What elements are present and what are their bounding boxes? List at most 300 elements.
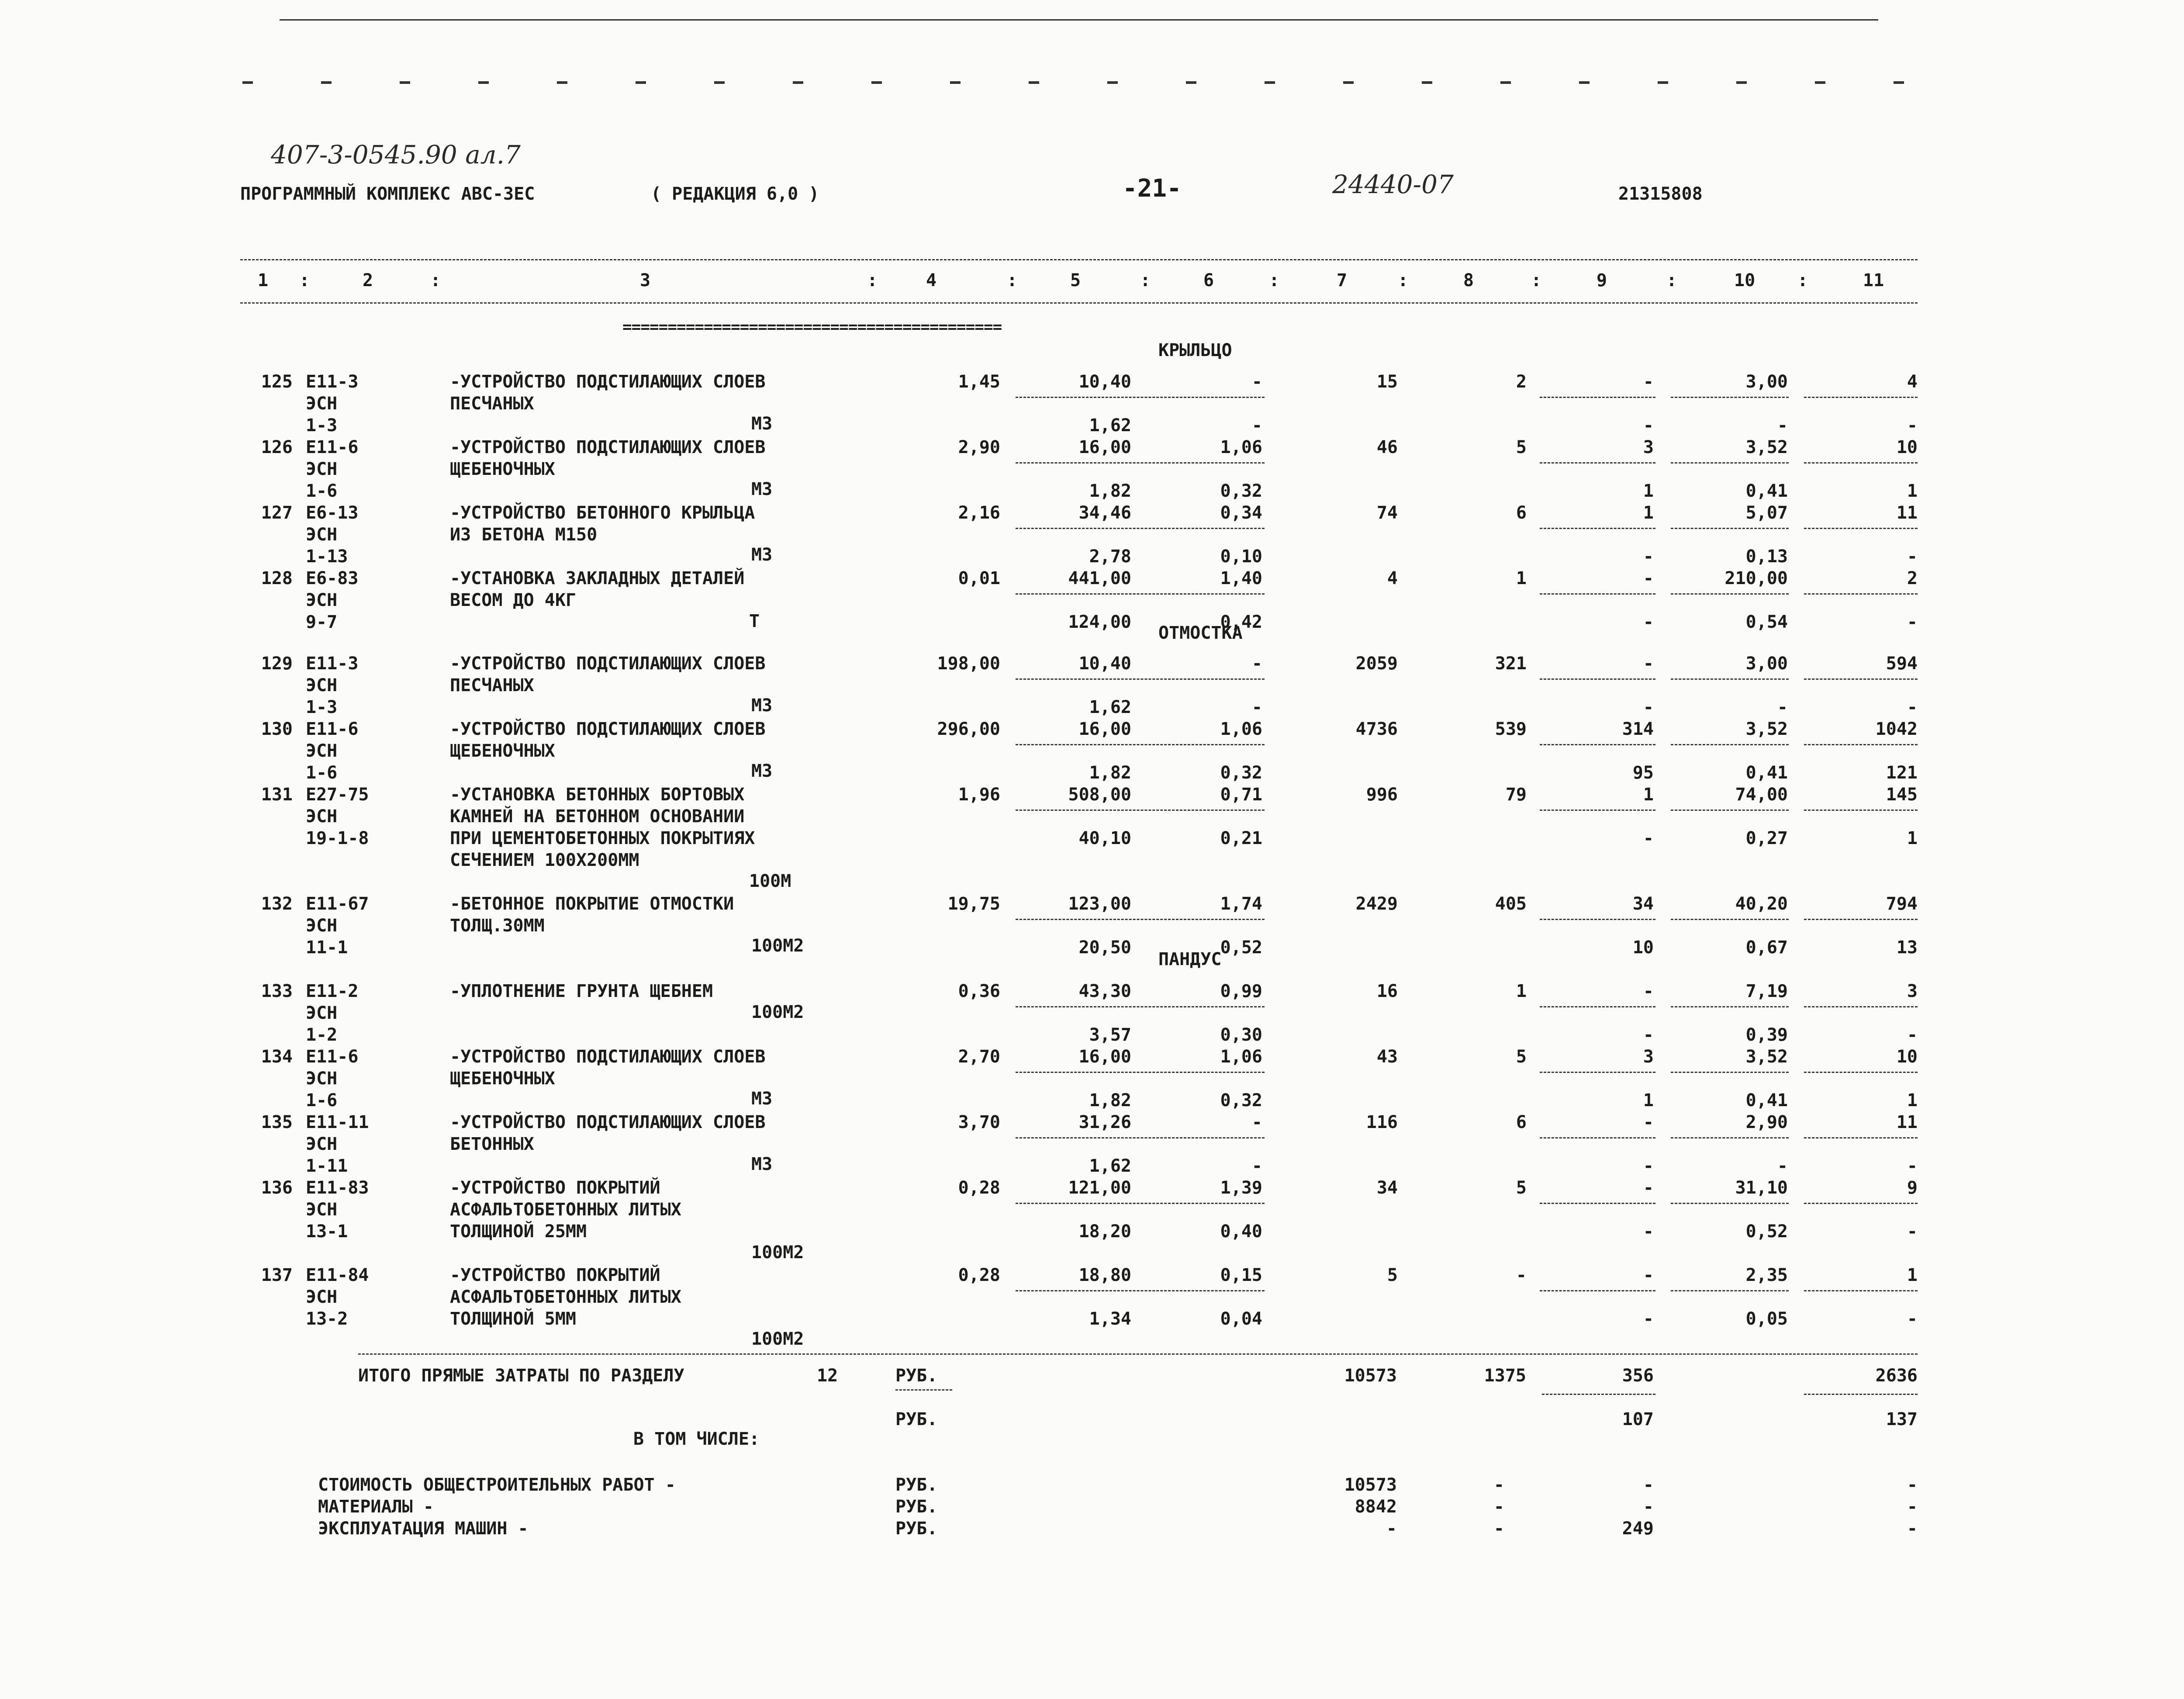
quantity: 3,70 (958, 1112, 1000, 1132)
norm-code: Е11-83 (306, 1178, 369, 1198)
labor-per-unit-machines: 0,13 (1745, 547, 1788, 567)
labor-total-machines: 1 (1907, 1090, 1918, 1111)
unit-cost: 121,00 (1068, 1178, 1131, 1198)
totals-mid-rule-b (1542, 1394, 1655, 1395)
column-number: 5 (1070, 270, 1081, 291)
cell-rule (1016, 1203, 1265, 1204)
perforation-mark (1579, 81, 1590, 84)
cell-rule (1016, 1006, 1265, 1007)
work-description: ПЕСЧАНЫХ (450, 394, 534, 414)
unit-label: 100М2 (751, 936, 804, 956)
work-description: ЩЕБЕНОЧНЫХ (450, 741, 555, 761)
column-separator: : (1797, 270, 1808, 291)
total-machines: 3 (1643, 437, 1654, 457)
norm-section: 1-11 (306, 1156, 348, 1176)
norm-source: ЭСН (306, 675, 338, 696)
work-description: БЕТОННЫХ (450, 1134, 534, 1154)
labor-per-unit: 3,00 (1745, 654, 1788, 674)
breakdown-currency: РУБ. (895, 1519, 938, 1539)
total-cost: 15 (1376, 372, 1398, 392)
total-machine-wages: - (1643, 697, 1654, 717)
perforation-mark (1029, 81, 1039, 84)
work-description: ЩЕБЕНОЧНЫХ (450, 459, 555, 479)
cell-rule (1016, 919, 1265, 920)
labor-per-unit: 3,52 (1745, 719, 1788, 739)
column-number: 6 (1203, 270, 1214, 291)
labor-total-machines: - (1907, 697, 1918, 717)
unit-label: М3 (751, 1089, 773, 1109)
unit-machines: 0,99 (1220, 981, 1262, 1001)
unit-label: М3 (751, 1154, 773, 1174)
total-wages: 2 (1516, 372, 1527, 392)
totals-mid-rule-c (1804, 1394, 1918, 1395)
work-description: ПРИ ЦЕМЕНТОБЕТОННЫХ ПОКРЫТИЯХ (450, 828, 755, 848)
breakdown-label: СТОИМОСТЬ ОБЩЕСТРОИТЕЛЬНЫХ РАБОТ - (318, 1475, 676, 1495)
labor-per-unit-machines: 0,52 (1745, 1221, 1788, 1242)
work-description: -УСТАНОВКА БЕТОННЫХ БОРТОВЫХ (450, 785, 745, 805)
cell-rule (1671, 397, 1789, 398)
unit-machines: - (1251, 372, 1262, 392)
total-machine-wages: - (1643, 1156, 1654, 1176)
labor-per-unit-machines: 0,05 (1745, 1309, 1788, 1329)
work-description: ЩЕБЕНОЧНЫХ (450, 1069, 555, 1089)
total-machine-wages: - (1643, 547, 1654, 567)
work-description: -УСТРОЙСТВО ПОДСТИЛАЮЩИХ СЛОЕВ (450, 719, 766, 739)
unit-wages: 1,62 (1089, 697, 1131, 717)
perforation-mark (1815, 81, 1825, 84)
total-cost: 996 (1366, 785, 1398, 805)
total-cost: 5 (1387, 1265, 1398, 1285)
total-wages: 6 (1516, 1112, 1527, 1132)
labor-total: 11 (1896, 1112, 1918, 1132)
total-machine-wages: 10 (1632, 938, 1654, 958)
labor-per-unit-machines: 0,39 (1745, 1025, 1788, 1045)
row-number: 129 (261, 654, 293, 674)
column-separator: : (1007, 270, 1018, 291)
cell-rule (1671, 528, 1789, 529)
cell-rule (1016, 528, 1265, 529)
perforation-mark (636, 81, 646, 84)
quantity: 0,36 (958, 981, 1000, 1001)
cell-rule (1671, 1006, 1789, 1007)
total-cost: 43 (1376, 1047, 1398, 1067)
total-machines: 3 (1643, 1047, 1654, 1067)
row-number: 135 (261, 1112, 293, 1132)
breakdown-label: МАТЕРИАЛЫ - (318, 1497, 434, 1517)
unit-wages: 20,50 (1078, 938, 1131, 958)
column-number: 3 (640, 270, 651, 291)
cell-rule (1804, 810, 1918, 811)
labor-per-unit: 40,20 (1735, 894, 1788, 914)
labor-per-unit: 7,19 (1745, 981, 1788, 1001)
breakdown-currency: РУБ. (895, 1475, 938, 1495)
cell-rule (1540, 528, 1655, 529)
total-cost: 2059 (1355, 654, 1398, 674)
work-description: ИЗ БЕТОНА М150 (450, 525, 598, 545)
labor-per-unit: 3,52 (1745, 437, 1788, 457)
unit-machine-wages: 0,52 (1220, 938, 1262, 958)
total-machines: - (1643, 981, 1654, 1001)
total-machines: 34 (1632, 894, 1654, 914)
norm-section: 1-13 (306, 547, 348, 567)
cell-rule (1804, 919, 1918, 920)
row-number: 127 (261, 503, 293, 523)
unit-machines: - (1251, 654, 1262, 674)
work-description: -БЕТОННОЕ ПОКРЫТИЕ ОТМОСТКИ (450, 894, 734, 914)
totals-col11-2: 137 (1886, 1409, 1918, 1429)
program-name: ПРОГРАММНЫЙ КОМПЛЕКС АВС-3ЕС (240, 184, 535, 204)
labor-total-machines: - (1907, 612, 1918, 632)
perforation-mark (793, 81, 803, 84)
totals-currency: РУБ. (895, 1366, 938, 1386)
total-wages: 1 (1516, 981, 1527, 1001)
labor-per-unit-machines: 0,67 (1745, 938, 1788, 958)
labor-per-unit-machines: - (1777, 1156, 1788, 1176)
total-cost: 46 (1376, 437, 1398, 457)
unit-cost: 34,46 (1078, 503, 1131, 523)
row-number: 137 (261, 1265, 293, 1285)
cell-rule (1671, 1203, 1789, 1204)
breakdown-label: ЭКСПЛУАТАЦИЯ МАШИН - (318, 1519, 529, 1539)
column-separator: : (1666, 270, 1677, 291)
perforation-mark (1343, 81, 1354, 84)
cell-rule (1671, 462, 1789, 464)
column-separator: : (867, 270, 878, 291)
totals-wages: 1375 (1484, 1366, 1526, 1386)
perforation-mark (1894, 81, 1904, 84)
quantity: 2,16 (958, 503, 1000, 523)
cell-rule (1540, 1137, 1655, 1138)
column-number: 7 (1337, 270, 1348, 291)
totals-col11: 2636 (1875, 1366, 1918, 1386)
total-wages: 5 (1516, 1047, 1527, 1067)
cell-rule (1671, 744, 1789, 745)
unit-cost: 43,30 (1078, 981, 1131, 1001)
perforation-mark (1658, 81, 1668, 84)
work-description: СЕЧЕНИЕМ 100Х200ММ (450, 850, 639, 870)
norm-source: ЭСН (306, 590, 338, 610)
work-description: -УСТРОЙСТВО ПОКРЫТИЙ (450, 1265, 660, 1285)
labor-per-unit: 31,10 (1735, 1178, 1788, 1198)
labor-per-unit: 74,00 (1735, 785, 1788, 805)
norm-section: 9-7 (306, 612, 338, 632)
norm-source: ЭСН (306, 916, 338, 936)
perforation-mark (871, 81, 882, 84)
cell-rule (1804, 1137, 1918, 1138)
cell-rule (1671, 1290, 1789, 1291)
unit-machines: - (1251, 1112, 1262, 1132)
unit-label: М3 (751, 696, 773, 716)
section-title: КРЫЛЬЦО (1158, 340, 1232, 360)
unit-machine-wages: 0,04 (1220, 1309, 1262, 1329)
labor-total-machines: - (1907, 1221, 1918, 1242)
unit-machine-wages: - (1251, 415, 1262, 436)
labor-per-unit-machines: 0,41 (1745, 1090, 1788, 1111)
edition-label: ( РЕДАКЦИЯ 6,0 ) (651, 184, 819, 204)
cell-rule (1671, 919, 1789, 920)
cell-rule (1016, 1290, 1265, 1291)
total-cost: 116 (1366, 1112, 1398, 1132)
norm-code: Е11-6 (306, 437, 359, 457)
total-cost: 4 (1387, 568, 1398, 588)
quantity: 296,00 (937, 719, 1000, 739)
norm-source: ЭСН (306, 459, 338, 479)
labor-total-machines: 13 (1896, 938, 1918, 958)
perforation-mark (714, 81, 725, 84)
norm-section: 19-1-8 (306, 828, 369, 848)
column-separator: : (430, 270, 441, 291)
labor-total: 594 (1886, 654, 1918, 674)
total-wages: 539 (1495, 719, 1527, 739)
unit-machines: 1,06 (1220, 719, 1262, 739)
unit-label: М3 (751, 761, 773, 781)
unit-wages: 3,57 (1089, 1025, 1131, 1045)
unit-machines: 1,40 (1220, 568, 1262, 588)
norm-code: Е6-83 (306, 568, 359, 588)
total-machine-wages: 1 (1643, 481, 1654, 501)
cell-rule (1804, 744, 1918, 745)
total-wages: 321 (1495, 654, 1527, 674)
row-number: 131 (261, 785, 293, 805)
column-separator: : (1140, 270, 1151, 291)
work-description: ТОЛЩ.30ММ (450, 916, 545, 936)
unit-cost: 441,00 (1068, 568, 1131, 588)
unit-cost: 10,40 (1078, 372, 1131, 392)
total-machine-wages: - (1643, 1025, 1654, 1045)
including-label: В ТОМ ЧИСЛЕ: (633, 1429, 760, 1449)
norm-section: 11-1 (306, 938, 348, 958)
total-machines: 1 (1643, 503, 1654, 523)
perforation-mark (1265, 81, 1275, 84)
norm-code: Е27-75 (306, 785, 369, 805)
unit-wages: 1,62 (1089, 1156, 1131, 1176)
cell-rule (1804, 678, 1918, 680)
cell-rule (1671, 1072, 1789, 1073)
column-number: 1 (258, 270, 269, 291)
norm-source: ЭСН (306, 1134, 338, 1154)
unit-cost: 31,26 (1078, 1112, 1131, 1132)
labor-total-machines: - (1907, 1156, 1918, 1176)
cell-rule (1671, 1137, 1789, 1138)
row-number: 130 (261, 719, 293, 739)
unit-label: 100М2 (751, 1329, 804, 1349)
unit-label: 100М (749, 871, 791, 891)
unit-cost: 16,00 (1078, 437, 1131, 457)
unit-cost: 16,00 (1078, 719, 1131, 739)
quantity: 0,28 (958, 1178, 1000, 1198)
cell-rule (1016, 678, 1265, 680)
unit-machines: 0,15 (1220, 1265, 1262, 1285)
perforation-mark (1422, 81, 1432, 84)
unit-machine-wages: 0,10 (1220, 547, 1262, 567)
quantity: 2,90 (958, 437, 1000, 457)
labor-per-unit: 2,90 (1745, 1112, 1788, 1132)
column-separator: : (1269, 270, 1280, 291)
column-number: 11 (1863, 270, 1884, 291)
labor-total: 794 (1886, 894, 1918, 914)
total-cost: 74 (1376, 503, 1398, 523)
cell-rule (1540, 1203, 1655, 1204)
norm-code: Е11-3 (306, 372, 359, 392)
labor-total: 1042 (1875, 719, 1918, 739)
section-separator: ========================================== (622, 318, 1002, 336)
unit-wages: 1,62 (1089, 415, 1131, 436)
labor-total: 11 (1896, 503, 1918, 523)
breakdown-machines: - (1643, 1497, 1654, 1517)
norm-code: Е11-6 (306, 719, 359, 739)
norm-source: ЭСН (306, 1287, 338, 1307)
unit-machine-wages: 0,32 (1220, 763, 1262, 783)
labor-total-machines: - (1907, 1025, 1918, 1045)
cell-rule (1804, 528, 1918, 529)
unit-machine-wages: - (1251, 697, 1262, 717)
perforation-mark (321, 81, 332, 84)
unit-label: Т (749, 611, 760, 631)
labor-per-unit-machines: 0,41 (1745, 763, 1788, 783)
labor-total: 145 (1886, 785, 1918, 805)
row-number: 126 (261, 437, 293, 457)
norm-code: Е11-2 (306, 981, 359, 1001)
work-description: ПЕСЧАНЫХ (450, 675, 534, 696)
total-wages: 405 (1495, 894, 1527, 914)
cell-rule (1671, 678, 1789, 680)
cell-rule (1016, 1137, 1265, 1138)
unit-machines: 1,06 (1220, 1047, 1262, 1067)
work-description: -УСТРОЙСТВО ПОДСТИЛАЮЩИХ СЛОЕВ (450, 437, 766, 457)
total-machines: - (1643, 1265, 1654, 1285)
total-machine-wages: - (1643, 415, 1654, 436)
norm-section: 1-3 (306, 697, 338, 717)
total-machine-wages: 1 (1643, 1090, 1654, 1111)
breakdown-cost: 8842 (1355, 1497, 1397, 1517)
norm-section: 13-1 (306, 1221, 348, 1242)
unit-wages: 1,82 (1089, 481, 1131, 501)
unit-machine-wages: - (1251, 1156, 1262, 1176)
quantity: 1,45 (958, 372, 1000, 392)
breakdown-cost: 10573 (1344, 1475, 1397, 1495)
handwritten-doc-code: 407-3-0545.90 ал.7 (271, 140, 521, 170)
totals-section-no: 12 (817, 1366, 838, 1386)
totals-mid-rule-a (895, 1389, 952, 1391)
work-description: -УСТРОЙСТВО ПОДСТИЛАЮЩИХ СЛОЕВ (450, 1047, 766, 1067)
labor-total: 10 (1896, 437, 1918, 457)
work-description: -УСТРОЙСТВО ПОКРЫТИЙ (450, 1178, 660, 1198)
perforation-mark (242, 81, 253, 84)
total-machine-wages: - (1643, 1309, 1654, 1329)
cell-rule (1804, 462, 1918, 464)
work-description: -УСТРОЙСТВО ПОДСТИЛАЮЩИХ СЛОЕВ (450, 1112, 766, 1132)
norm-section: 1-3 (306, 415, 338, 436)
quantity: 2,70 (958, 1047, 1000, 1067)
perforation-mark (557, 81, 567, 84)
column-number: 10 (1734, 270, 1755, 291)
unit-wages: 18,20 (1078, 1221, 1131, 1242)
labor-total-machines: - (1907, 1309, 1918, 1329)
row-number: 136 (261, 1178, 293, 1198)
breakdown-cost: - (1386, 1519, 1397, 1539)
unit-cost: 16,00 (1078, 1047, 1131, 1067)
cell-rule (1016, 462, 1265, 464)
unit-label: 100М2 (751, 1002, 804, 1022)
cell-rule (1804, 1290, 1918, 1291)
labor-total: 10 (1896, 1047, 1918, 1067)
unit-machine-wages: 0,40 (1220, 1221, 1262, 1242)
unit-wages: 1,34 (1089, 1309, 1131, 1329)
cell-rule (1540, 744, 1655, 745)
labor-per-unit: 3,52 (1745, 1047, 1788, 1067)
total-wages: - (1516, 1265, 1527, 1285)
unit-machines: 0,34 (1220, 503, 1262, 523)
handwritten-pages-code: 24440-07 (1332, 170, 1454, 199)
perforation-mark (950, 81, 961, 84)
total-machines: 314 (1622, 719, 1654, 739)
breakdown-wages: - (1493, 1519, 1504, 1539)
labor-total: 2 (1907, 568, 1918, 588)
cell-rule (1540, 1006, 1655, 1007)
perforation-mark (1107, 81, 1118, 84)
breakdown-col11: - (1907, 1519, 1918, 1539)
total-machine-wages: - (1643, 828, 1654, 848)
labor-per-unit: 2,35 (1745, 1265, 1788, 1285)
work-description: АСФАЛЬТОБЕТОННЫХ ЛИТЫХ (450, 1200, 681, 1220)
unit-machine-wages: 0,30 (1220, 1025, 1262, 1045)
norm-source: ЭСН (306, 525, 338, 545)
unit-machine-wages: 0,21 (1220, 828, 1262, 848)
labor-total: 4 (1907, 372, 1918, 392)
unit-cost: 18,80 (1078, 1265, 1131, 1285)
work-description: -УСТРОЙСТВО ПОДСТИЛАЮЩИХ СЛОЕВ (450, 372, 766, 392)
unit-machine-wages: 0,42 (1220, 612, 1262, 632)
perforation-mark (1500, 81, 1511, 84)
perforation-mark (478, 81, 489, 84)
norm-code: Е11-67 (306, 894, 369, 914)
labor-per-unit: 3,00 (1745, 372, 1788, 392)
labor-per-unit: 210,00 (1724, 568, 1788, 588)
unit-machines: 1,39 (1220, 1178, 1262, 1198)
unit-wages: 1,82 (1089, 763, 1131, 783)
norm-code: Е6-13 (306, 503, 359, 523)
total-wages: 1 (1516, 568, 1527, 588)
unit-machine-wages: 0,32 (1220, 1090, 1262, 1111)
unit-label: М3 (751, 479, 773, 499)
breakdown-machines: - (1643, 1475, 1654, 1495)
work-description: -УСТРОЙСТВО ПОДСТИЛАЮЩИХ СЛОЕВ (450, 654, 766, 674)
unit-label: 100М2 (751, 1242, 804, 1263)
breakdown-machines: 249 (1622, 1519, 1654, 1539)
norm-section: 1-6 (306, 1090, 338, 1111)
norm-code: Е11-3 (306, 654, 359, 674)
total-machines: - (1643, 654, 1654, 674)
totals-machines: 356 (1622, 1366, 1654, 1386)
perforation-mark (1186, 81, 1196, 84)
labor-per-unit: 5,07 (1745, 503, 1788, 523)
cell-rule (1540, 397, 1655, 398)
total-machine-wages: - (1643, 612, 1654, 632)
breakdown-wages: - (1493, 1497, 1504, 1517)
column-separator: : (1531, 270, 1542, 291)
work-description: АСФАЛЬТОБЕТОННЫХ ЛИТЫХ (450, 1287, 681, 1307)
cell-rule (1016, 744, 1265, 745)
quantity: 198,00 (937, 654, 1000, 674)
cell-rule (1804, 1072, 1918, 1073)
breakdown-wages: - (1493, 1475, 1504, 1495)
unit-cost: 123,00 (1068, 894, 1131, 914)
top-rule (280, 19, 1878, 21)
labor-total-machines: 121 (1886, 763, 1918, 783)
page-number: -21- (1123, 174, 1182, 203)
cell-rule (1540, 678, 1655, 680)
labor-per-unit-machines: 0,27 (1745, 828, 1788, 848)
